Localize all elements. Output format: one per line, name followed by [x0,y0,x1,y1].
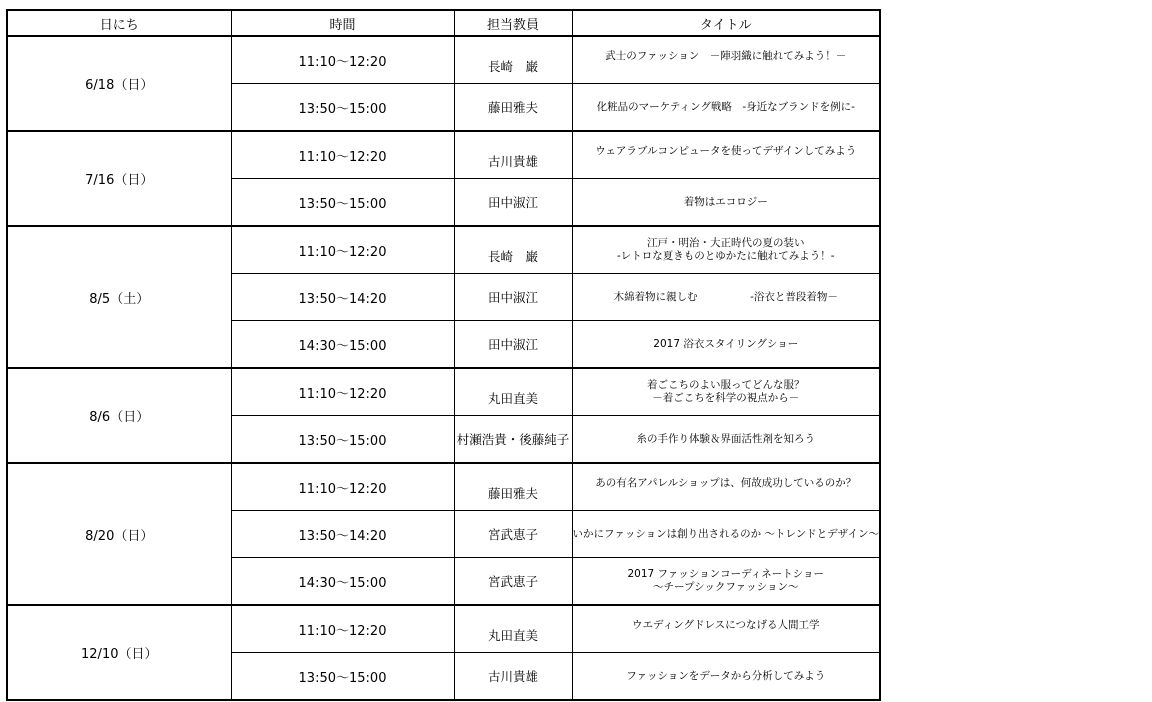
title-line: 木綿着物に親しむ -浴衣と普段着物－ [613,290,838,303]
time-cell: 11:10～12:20 [231,226,454,274]
title-line: -レトロな夏きものとゆかたに触れてみよう！- [616,250,835,262]
teacher-cell [454,558,572,606]
teacher-name: 村瀬浩貴・後藤純子 [456,432,570,447]
title-cell [572,368,880,416]
date-cell: 8/5（土） [7,226,231,368]
teacher-cell [454,274,572,321]
date-cell: 8/6（日） [7,368,231,463]
title-line: 糸の手作り体験＆界面活性剤を知ろう [636,432,815,445]
title-line: ～チープシックファッション～ [653,581,799,593]
teacher-name: 丸田直美 [487,391,538,406]
title-line: 武士のファッション －陣羽織に触れてみよう！－ [605,49,847,62]
title-line: ファッションをデータから分析してみよう [626,669,826,682]
teacher-cell [454,84,572,132]
title-line: あの有名アパレルショップは、何故成功しているのか？ [595,476,857,489]
teacher-name: 田中淑江 [487,290,538,305]
title-cell [572,274,880,321]
title-line: 2017 ファッションコーディネートショー [627,568,825,580]
time-cell: 14:30～15:00 [231,321,454,369]
teacher-name: 田中淑江 [487,195,538,210]
date-cell: 6/18（日） [7,36,231,131]
time-cell: 14:30～15:00 [231,558,454,606]
teacher-name: 宮武恵子 [487,574,538,589]
teacher-cell [454,653,572,701]
title-line: ウェアラブルコンピュータを使ってデザインしてみよう [595,144,857,157]
schedule-body [7,36,880,700]
date-cell: 7/16（日） [7,131,231,226]
time-cell: 13:50～15:00 [231,416,454,464]
title-cell [572,511,880,558]
teacher-cell [454,36,572,84]
teacher-cell [454,368,572,416]
time-cell: 11:10～12:20 [231,368,454,416]
table-row [7,226,880,274]
teacher-cell [454,605,572,653]
title-cell [572,653,880,701]
time-cell: 11:10～12:20 [231,131,454,179]
time-cell: 11:10～12:20 [231,605,454,653]
time-cell: 13:50～14:20 [231,511,454,558]
title-line: －着ごこちを科学の視点から－ [652,392,800,404]
time-cell: 13:50～14:20 [231,274,454,321]
title-cell [572,84,880,132]
time-cell: 13:50～15:00 [231,179,454,227]
time-cell: 13:50～15:00 [231,653,454,701]
title-cell [572,463,880,511]
header-teacher: 担当教員 [454,10,572,36]
title-line: いかにファッションは創り出されるのか ～トレンドとデザイン～ [572,527,879,540]
title-cell [572,226,880,274]
time-cell: 11:10～12:20 [231,36,454,84]
teacher-name: 古川貴雄 [487,669,538,684]
table-row [7,36,880,84]
teacher-name: 丸田直美 [487,628,538,643]
teacher-name: 藤田雅夫 [487,100,538,115]
table-row [7,605,880,653]
title-line: 化粧品のマーケティング戦略 -身近なブランドを例に- [596,100,855,113]
header-time: 時間 [231,10,454,36]
date-cell: 12/10（日） [7,605,231,700]
title-line: ウエディングドレスにつなげる人間工学 [632,618,820,631]
date-cell: 8/20（日） [7,463,231,605]
teacher-cell [454,131,572,179]
table-row [7,131,880,179]
title-line: 着ごこちのよい服ってどんな服？ [647,379,805,391]
teacher-cell [454,416,572,464]
title-cell [572,558,880,606]
title-cell [572,179,880,227]
teacher-cell [454,321,572,369]
title-cell [572,605,880,653]
title-line: 着物はエコロジー [683,195,768,208]
title-line: 2017 浴衣スタイリングショー [653,337,799,350]
title-cell [572,131,880,179]
teacher-name: 長崎 巌 [487,59,538,74]
teacher-name: 長崎 巌 [487,249,538,264]
teacher-cell [454,226,572,274]
header-date: 日にち [7,10,231,36]
teacher-cell [454,463,572,511]
title-cell [572,36,880,84]
schedule-table [6,9,881,701]
teacher-name: 宮武恵子 [487,527,538,542]
title-cell [572,416,880,464]
header-title: タイトル [572,10,880,36]
time-cell: 11:10～12:20 [231,463,454,511]
header-row [7,10,880,36]
teacher-name: 藤田雅夫 [487,486,538,501]
time-cell: 13:50～15:00 [231,84,454,132]
title-cell [572,321,880,369]
teacher-name: 古川貴雄 [487,154,538,169]
table-row [7,463,880,511]
table-row [7,368,880,416]
teacher-name: 田中淑江 [487,337,538,352]
title-line: 江戸・明治・大正時代の夏の装い [647,237,805,249]
teacher-cell [454,511,572,558]
teacher-cell [454,179,572,227]
